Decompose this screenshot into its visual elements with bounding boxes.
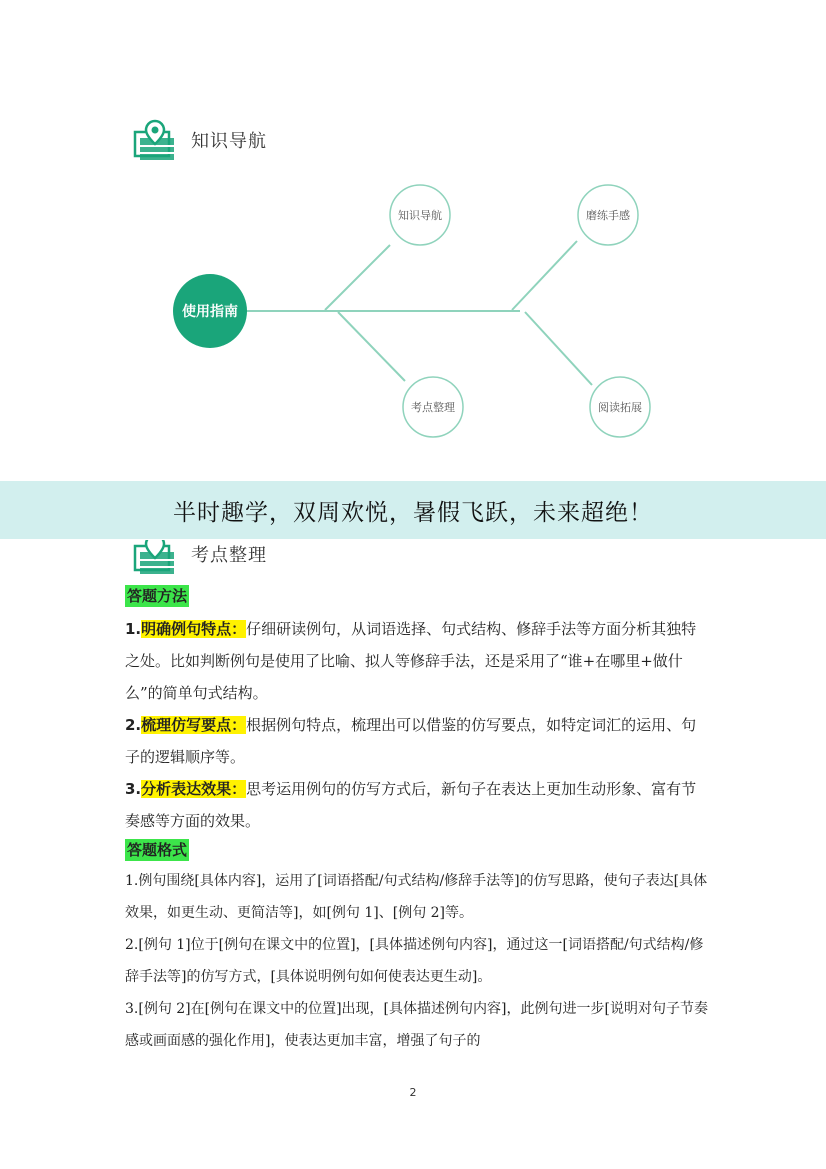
section-header-kaodian — [133, 532, 267, 576]
slogan-banner — [0, 481, 826, 539]
branch-node-label: 磨练手感 — [586, 209, 630, 222]
item-keyword: 分析表达效果： — [141, 780, 247, 798]
slogan-text: 半时趣学，双周欢悦，暑假飞跃，未来超绝！ — [173, 499, 653, 526]
branch-node-label: 知识导航 — [398, 209, 442, 222]
section-title: 考点整理 — [191, 545, 267, 566]
method-item-1 — [125, 613, 710, 709]
branch-node-4 — [590, 377, 650, 437]
item-number: 2. — [125, 716, 142, 734]
format-item-3: 3.[例句 2]在[例句在课文中的位置]出现，[具体描述例句内容]，此例句进一步[说明对句子节奏感或画面感的强化作用]，使表达更加丰富，增强了句子的 — [125, 1001, 708, 1049]
item-keyword: 明确例句特点： — [141, 620, 247, 638]
item-text: 仔细研读例句，从词语选择、句式结构、修辞手法等方面分析其独特之处。比如判断例句是使用了比喻、拟人等修辞手法，还是采用了“谁+在哪里+做什么”的简单句式结构。 — [125, 620, 697, 702]
branch-node-2 — [403, 377, 463, 437]
branch-node-label: 考点整理 — [411, 401, 455, 414]
item-keyword: 梳理仿写要点： — [141, 716, 247, 734]
branch-node-label: 阅读拓展 — [598, 401, 642, 414]
format-block — [125, 839, 710, 1057]
format-item-1: 1.例句围绕[具体内容]，运用了[词语搭配/句式结构/修辞手法等]的仿写思路，使句子表达[具体效果，如更生动、更简洁等]，如[例句 1]、[例句 2]等。 — [125, 873, 708, 921]
center-node-label: 使用指南 — [182, 304, 238, 320]
method-item-2 — [125, 709, 710, 773]
format-item-2: 2.[例句 1]位于[例句在课文中的位置]，[具体描述例句内容]，通过这一[词语搭配/句式结构/修辞手法等]的仿写方式，[具体说明例句如何使表达更生动]。 — [125, 937, 704, 985]
branch-node-3 — [578, 185, 638, 245]
item-number: 3. — [125, 780, 142, 798]
item-number: 1. — [125, 620, 142, 638]
method-tag: 答题方法 — [127, 587, 188, 605]
diagram-lines — [245, 241, 592, 385]
guide-diagram — [0, 175, 826, 465]
format-tag: 答题格式 — [127, 841, 188, 859]
content-body — [125, 585, 710, 1057]
item-text: 思考运用例句的仿写方式后，新句子在表达上更加生动形象、富有节奏感等方面的效果。 — [125, 780, 697, 830]
method-item-3 — [125, 773, 710, 837]
branch-node-1 — [390, 185, 450, 245]
section-header-nav — [133, 118, 267, 162]
center-node — [173, 274, 247, 348]
map-pin-icon — [133, 118, 177, 162]
section-title: 知识导航 — [191, 131, 267, 152]
item-text: 根据例句特点，梳理出可以借鉴的仿写要点，如特定词汇的运用、句子的逻辑顺序等。 — [125, 716, 697, 766]
method-block — [125, 585, 710, 837]
map-pin-icon — [133, 532, 177, 576]
page-number: 2 — [409, 1086, 417, 1099]
